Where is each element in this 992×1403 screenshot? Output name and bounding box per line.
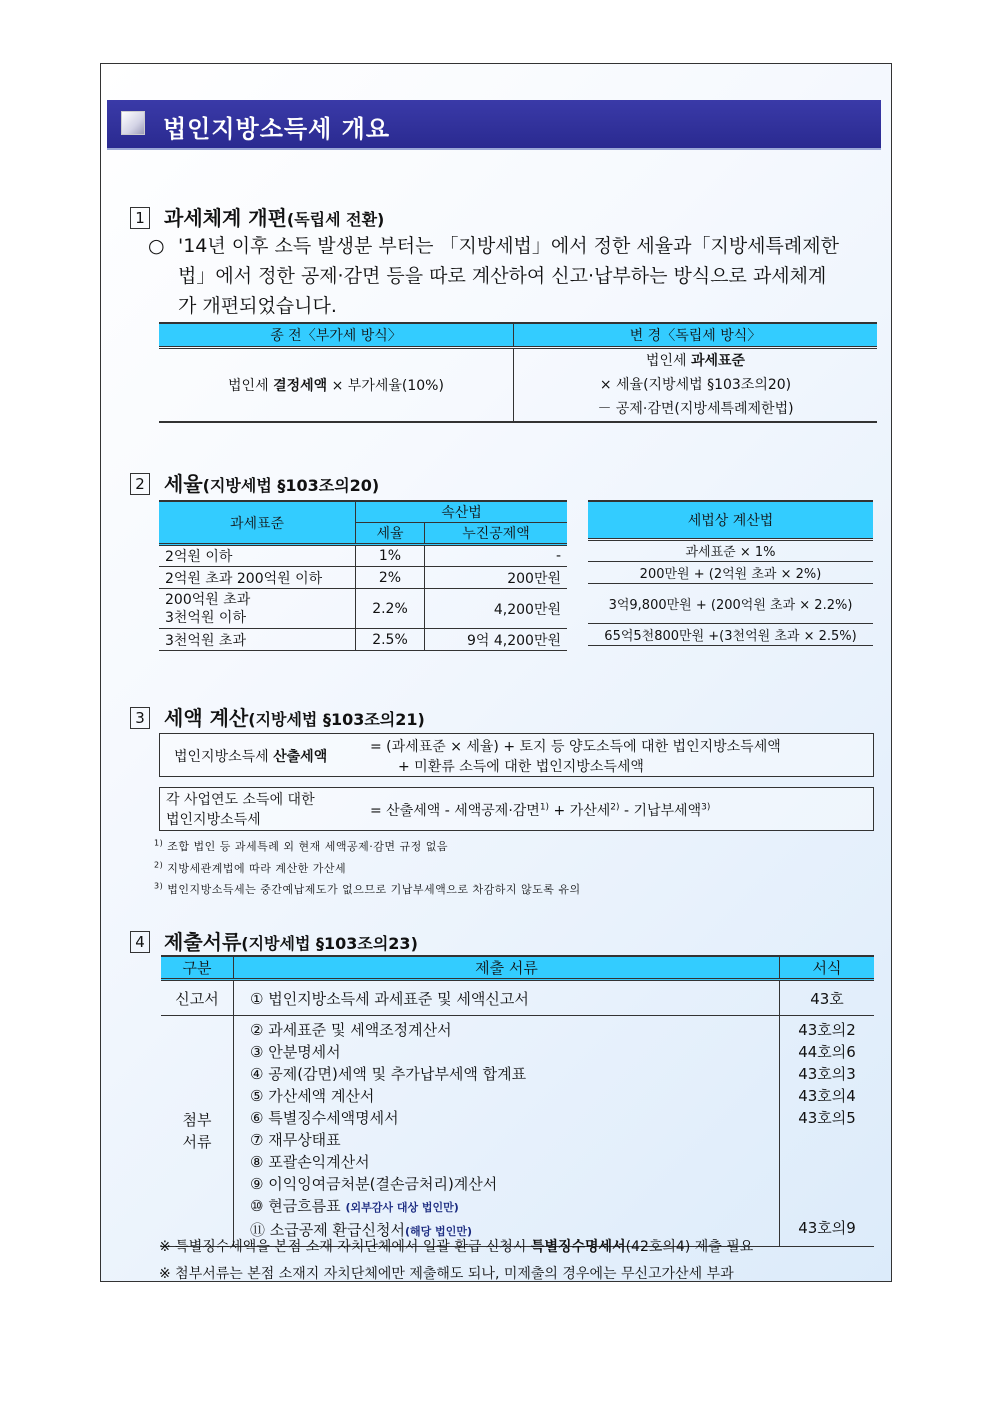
list-item: ③ 안분명세서	[250, 1043, 341, 1061]
formula-line: = 산출세액 - 세액공제·감면$^{1)}$ + 가산세$^{2)}$ - 기납부세액$^{3)}$	[370, 802, 711, 819]
list-item: ⑧ 포괄손익계산서	[250, 1153, 370, 1171]
before-formula: 법인세 결정세액 × 부가세율(10%)	[159, 347, 514, 422]
header-before: 종 전〈부가세 방식〉	[159, 323, 514, 347]
list-item: ⑨ 이익잉여금처분(결손금처리)계산서	[250, 1175, 498, 1193]
section-number: 3	[130, 707, 150, 729]
list-item: ⑩ 현금흐름표 (외부감사 대상 법인만)	[250, 1197, 459, 1215]
footnote: $^{1)}$ 조합 법인 등 과세특례 외 현재 세액공제·감면 규정 없음	[154, 838, 448, 853]
section-subtitle: (지방세법 §103조의21)	[248, 710, 425, 729]
table-row: 2억원 초과 200억원 이하 2% 200만원	[159, 567, 567, 589]
table-row: 신고서 ① 법인지방소득세 과세표준 및 세액신고서 43호	[161, 980, 874, 1016]
square-bullet-icon	[121, 111, 145, 135]
para-line: '14년 이후 소득 발생분 부터는 「지방세법」에서 정한 세율과「지방세특례제한	[178, 235, 839, 257]
footnote: $^{2)}$ 지방세관계법에 따라 계산한 가산세	[154, 860, 347, 875]
header-after: 변 경〈독립세 방식〉	[514, 323, 878, 347]
page-title: 법인지방소득세 개요	[163, 115, 391, 143]
title-bar	[107, 100, 881, 148]
table-row: 과세표준 × 1%	[588, 539, 873, 561]
box-label: 법인지방소득세 산출세액	[174, 749, 328, 765]
section-3-heading	[130, 702, 425, 731]
section-number: 2	[130, 473, 150, 495]
list-item: ④ 공제(감면)세액 및 추가납부세액 합계표	[250, 1065, 527, 1083]
section-2-heading	[130, 468, 379, 497]
table-row	[161, 1016, 874, 1247]
header-rate: 세율	[356, 523, 425, 545]
table-row: 65억5천800만원 +(3천억원 초과 × 2.5%)	[604, 628, 857, 644]
section-subtitle: (지방세법 §103조의20)	[202, 476, 380, 495]
tax-system-table	[159, 322, 877, 423]
section-subtitle: (지방세법 §103조의23)	[241, 934, 418, 953]
list-item: ⑤ 가산세액 계산서	[250, 1087, 375, 1105]
rate-table	[159, 500, 567, 651]
list-item: ⑦ 재무상태표	[250, 1131, 341, 1149]
formula-line: + 미환류 소득에 대한 법인지방소득세액	[398, 759, 644, 775]
table-row: 2억원 이하 1% -	[159, 545, 567, 567]
table-row: 3천억원 초과 2.5% 9억 4,200만원	[159, 629, 567, 651]
section-title: 세액 계산	[164, 706, 249, 730]
attach-docs	[234, 1016, 780, 1247]
table-row: 3억9,800만원 + (200억원 초과 × 2.2%)	[588, 583, 873, 623]
attach-kind: 첨부 서류	[161, 1016, 234, 1247]
list-item: ⑪ 소급공제 환급신청서(해당 법인만)	[250, 1221, 472, 1239]
section-number: 1	[130, 207, 150, 229]
para-line: 법」에서 정한 공제·감면 등을 따로 계산하여 신고·납부하는 방식으로 과세체계	[178, 265, 827, 287]
list-item: ② 과세표준 및 세액조정계산서	[250, 1021, 452, 1039]
section-4-heading	[130, 926, 418, 955]
header-base: 과세표준	[159, 501, 356, 545]
attach-forms: 43호의2 44호의6 43호의3 43호의4 43호의5 43호의9	[798, 1021, 856, 1237]
bullet-circle-icon: ○	[148, 235, 165, 257]
header-docs: 제출 서류	[234, 956, 780, 980]
note-1: ※ 특별징수세액을 본점 소재 자치단체에서 일괄 환급 신청시 특별징수명세서(42호의4) 제출 필요	[159, 1239, 754, 1255]
section-title: 과세체계 개편	[164, 206, 287, 230]
section-1-heading	[130, 202, 384, 231]
calc-output-tax-box	[159, 733, 874, 777]
section-subtitle: (독립세 전환)	[286, 210, 385, 229]
box-label: 각 사업연도 소득에 대한 법인지방소득세	[166, 792, 315, 828]
section-title: 세율	[164, 472, 203, 496]
table-row: 200억원 초과 3천억원 이하 2.2% 4,200만원	[159, 589, 567, 629]
section-number: 4	[130, 931, 150, 953]
para-line: 가 개편되었습니다.	[178, 295, 337, 317]
calc-final-tax-box	[159, 787, 874, 831]
after-formula: 법인세 과세표준 × 세율(지방세법 §103조의20) － 공제·감면(지방세특례제한법)	[597, 352, 794, 417]
note-2: ※ 첨부서류는 본점 소재지 자치단체에만 제출해도 되나, 미제출의 경우에는 무신고가산세 부과	[159, 1266, 734, 1282]
table-row: 200만원 + (2억원 초과 × 2%)	[588, 561, 873, 583]
formula-table	[588, 500, 873, 646]
header-quick: 속산법	[356, 501, 568, 523]
header-formula: 세법상 계산법	[588, 501, 873, 539]
header-form: 서식	[780, 956, 875, 980]
header-deduct: 누진공제액	[425, 523, 568, 545]
header-kind: 구분	[161, 956, 234, 980]
section-title: 제출서류	[164, 930, 242, 954]
formula-line: = (과세표준 × 세율) + 토지 등 양도소득에 대한 법인지방소득세액	[370, 739, 781, 755]
footnote: $^{3)}$ 법인지방소득세는 중간예납제도가 없으므로 기납부세액으로 차감하지 않도록 유의	[154, 881, 581, 896]
list-item: ⑥ 특별징수세액명세서	[250, 1109, 399, 1127]
documents-table	[161, 955, 874, 1247]
